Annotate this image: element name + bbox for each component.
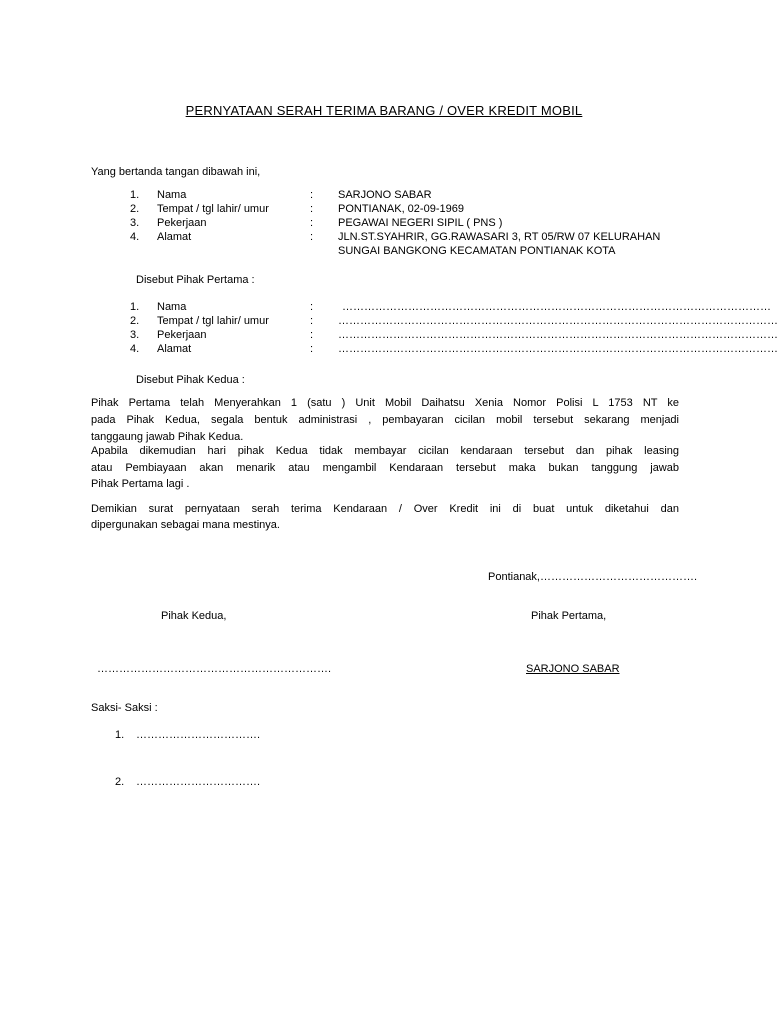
item-number: 4. bbox=[130, 343, 140, 355]
list-item bbox=[0, 775, 768, 789]
item-colon: : bbox=[310, 203, 314, 215]
item-colon: : bbox=[310, 301, 314, 313]
list-item bbox=[0, 188, 768, 202]
item-value: PEGAWAI NEGERI SIPIL ( PNS ) bbox=[338, 217, 503, 229]
item-value: JLN.ST.SYAHRIR, GG.RAWASARI 3, RT 05/RW 07 KELURAHAN bbox=[338, 231, 661, 243]
list-item bbox=[0, 314, 778, 328]
item-label: Alamat bbox=[157, 231, 192, 243]
item-colon: : bbox=[310, 315, 314, 327]
item-number: 2. bbox=[130, 203, 140, 215]
item-number: 3. bbox=[130, 329, 140, 341]
pihak-pertama-signature-role: Pihak Pertama, bbox=[531, 610, 607, 622]
item-colon: : bbox=[310, 231, 314, 243]
pihak-pertama-signature-name: SARJONO SABAR bbox=[526, 663, 620, 675]
item-label: Tempat / tgl lahir/ umur bbox=[157, 315, 269, 327]
paragraph-line: Pihak Pertama telah Menyerahkan 1 (satu ) Unit Mobil Daihatsu Xenia Nomor Polisi L 1753 NT ke bbox=[91, 397, 679, 409]
item-number: 4. bbox=[130, 231, 140, 243]
item-blank-line: ………………………………………………………………………………………………………… bbox=[338, 343, 778, 355]
item-label: Tempat / tgl lahir/ umur bbox=[157, 203, 269, 215]
item-label: Alamat bbox=[157, 343, 192, 355]
pihak-kedua-heading: Disebut Pihak Kedua : bbox=[136, 374, 245, 386]
list-item bbox=[0, 300, 771, 314]
pihak-pertama-heading: Disebut Pihak Pertama : bbox=[136, 274, 255, 286]
witness-signature-line: ……………………………. bbox=[136, 776, 261, 788]
list-item-continuation bbox=[0, 244, 768, 258]
witnesses-heading: Saksi- Saksi : bbox=[91, 702, 158, 714]
item-number: 3. bbox=[130, 217, 140, 229]
item-number: 1. bbox=[130, 189, 140, 201]
item-colon: : bbox=[310, 343, 314, 355]
list-item bbox=[0, 328, 778, 342]
place-date-line: Pontianak,……………………………………. bbox=[488, 571, 698, 583]
item-label: Nama bbox=[157, 301, 187, 313]
witness-number: 1. bbox=[115, 729, 125, 741]
list-item bbox=[0, 230, 768, 244]
item-colon: : bbox=[310, 189, 314, 201]
document-title: PERNYATAAN SERAH TERIMA BARANG / OVER KREDIT MOBIL bbox=[185, 103, 583, 118]
item-label: Nama bbox=[157, 189, 187, 201]
paragraph-line: Pihak Pertama lagi . bbox=[91, 478, 190, 490]
paragraph-line: atau Pembiayaan akan menarik atau mengambil Kendaraan tersebut maka bukan tanggung jawab bbox=[91, 462, 679, 474]
item-number: 2. bbox=[130, 315, 140, 327]
item-colon: : bbox=[310, 329, 314, 341]
item-value: SARJONO SABAR bbox=[338, 189, 432, 201]
item-blank-line: ………………………………………………………………………………………………………… bbox=[338, 315, 778, 327]
item-value: PONTIANAK, 02-09-1969 bbox=[338, 203, 464, 215]
list-item bbox=[0, 216, 768, 230]
paragraph-line: pada Pihak Kedua, segala bentuk administrasi , pembayaran cicilan mobil tersebut sekarang menjadi bbox=[91, 414, 679, 426]
paragraph-line: Apabila dikemudian hari pihak Kedua tidak membayar cicilan kendaraan tersebut dan pihak leasing bbox=[91, 445, 679, 457]
witness-number: 2. bbox=[115, 776, 125, 788]
item-colon: : bbox=[310, 217, 314, 229]
paragraph-line: tanggaung jawab Pihak Kedua. bbox=[91, 431, 244, 443]
item-number: 1. bbox=[130, 301, 140, 313]
item-label: Pekerjaan bbox=[157, 329, 207, 341]
item-label: Pekerjaan bbox=[157, 217, 207, 229]
list-item bbox=[0, 342, 778, 356]
item-blank-line: ………………………………………………………………………………………………………… bbox=[338, 329, 778, 341]
intro-text: Yang bertanda tangan dibawah ini, bbox=[91, 166, 261, 178]
witness-signature-line: ……………………………. bbox=[136, 729, 261, 741]
paragraph-line: dipergunakan sebagai mana mestinya. bbox=[91, 519, 280, 531]
item-blank-line: ……………………………………………………………………………………………………… bbox=[342, 301, 771, 313]
list-item bbox=[0, 728, 768, 742]
pihak-kedua-signature-role: Pihak Kedua, bbox=[161, 610, 227, 622]
item-value-line2: SUNGAI BANGKONG KECAMATAN PONTIANAK KOTA bbox=[338, 245, 616, 257]
paragraph-line: Demikian surat pernyataan serah terima Kendaraan / Over Kredit ini di buat untuk diketahui dan bbox=[91, 503, 679, 515]
list-item bbox=[0, 202, 768, 216]
pihak-kedua-signature-line: ………………………………………………………. bbox=[97, 663, 332, 675]
